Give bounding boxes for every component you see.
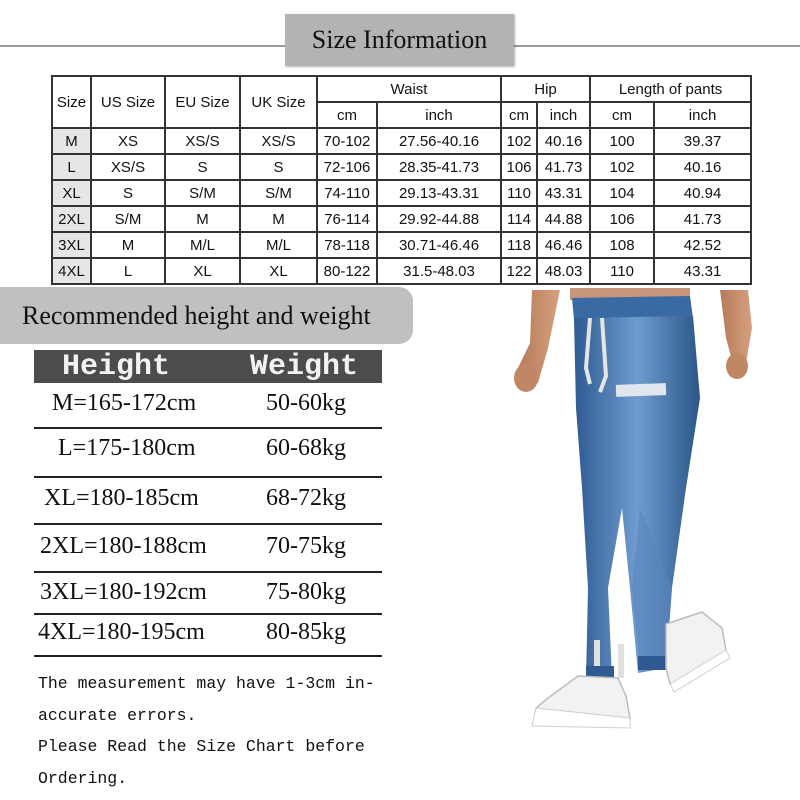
table-cell: 48.03 [537,258,590,284]
unit-header: inch [654,102,751,128]
weight-value: 60-68kg [266,435,346,461]
height-value: 4XL=180-195cm [38,619,205,645]
table-cell: 114 [501,206,537,232]
table-row [52,128,751,154]
row-divider [34,655,382,657]
table-cell: 76-114 [317,206,377,232]
weight-value: 70-75kg [266,533,346,559]
height-value: 3XL=180-192cm [40,579,207,605]
height-value: XL=180-185cm [44,485,199,511]
table-row [52,232,751,258]
table-cell: XS/S [91,154,165,180]
table-cell: 31.5-48.03 [377,258,501,284]
table-cell: 118 [501,232,537,258]
height-label: Height [62,350,171,384]
table-cell: XL [52,180,91,206]
table-cell: 4XL [52,258,91,284]
table-cell: 106 [590,206,654,232]
table-cell: XL [240,258,317,284]
row-divider [34,523,382,525]
table-cell: 39.37 [654,128,751,154]
row-divider [34,427,382,429]
table-cell: 70-102 [317,128,377,154]
recommended-title: Recommended height and weight [0,287,413,344]
table-cell: 28.35-41.73 [377,154,501,180]
col-header-us-size: US Size [91,76,165,128]
group-header-waist: Waist [317,76,501,102]
group-header-length: Length of pants [590,76,751,102]
jeans-model-image [490,288,800,738]
unit-header: inch [377,102,501,128]
group-header-hip: Hip [501,76,590,102]
table-cell: S/M [240,180,317,206]
table-cell: 122 [501,258,537,284]
weight-value: 68-72kg [266,485,346,511]
table-cell: 102 [501,128,537,154]
table-cell: M/L [240,232,317,258]
height-value: M=165-172cm [52,390,197,416]
table-cell: 40.94 [654,180,751,206]
table-cell: 30.71-46.46 [377,232,501,258]
table-cell: 43.31 [537,180,590,206]
table-cell: S/M [91,206,165,232]
table-cell: 46.46 [537,232,590,258]
height-weight-header [34,350,382,383]
table-cell: S [165,154,240,180]
row-divider [34,613,382,615]
note-line: accurate errors. [38,706,197,725]
height-value: L=175-180cm [58,435,196,461]
table-cell: 106 [501,154,537,180]
table-row [52,258,751,284]
table-row [52,180,751,206]
col-header-eu-size: EU Size [165,76,240,128]
table-cell: XL [165,258,240,284]
note-line: The measurement may have 1-3cm in- [38,674,375,693]
table-cell: 29.13-43.31 [377,180,501,206]
unit-header: cm [501,102,537,128]
table-cell: 110 [590,258,654,284]
table-cell: 40.16 [654,154,751,180]
table-cell: 2XL [52,206,91,232]
table-cell: 27.56-40.16 [377,128,501,154]
size-table [51,75,752,285]
table-cell: M [165,206,240,232]
table-cell: 44.88 [537,206,590,232]
table-cell: 3XL [52,232,91,258]
table-cell: 100 [590,128,654,154]
table-cell: S/M [165,180,240,206]
table-row [52,206,751,232]
table-cell: 104 [590,180,654,206]
table-cell: M/L [165,232,240,258]
table-cell: 42.52 [654,232,751,258]
table-cell: 102 [590,154,654,180]
table-cell: 80-122 [317,258,377,284]
table-cell: L [91,258,165,284]
note-line: Please Read the Size Chart before [38,737,365,756]
unit-header: cm [317,102,377,128]
unit-header: cm [590,102,654,128]
table-cell: L [52,154,91,180]
row-divider [34,571,382,573]
table-row [52,154,751,180]
weight-value: 50-60kg [266,390,346,416]
col-header-size: Size [52,76,91,128]
table-cell: XS/S [240,128,317,154]
header-rule-left [0,45,285,47]
table-cell: 40.16 [537,128,590,154]
table-cell: S [91,180,165,206]
table-cell: 78-118 [317,232,377,258]
table-cell: 110 [501,180,537,206]
table-cell: 74-110 [317,180,377,206]
table-cell: S [240,154,317,180]
unit-header: inch [537,102,590,128]
table-cell: 41.73 [654,206,751,232]
height-value: 2XL=180-188cm [40,533,207,559]
weight-value: 75-80kg [266,579,346,605]
table-cell: M [52,128,91,154]
note-line: Ordering. [38,769,128,788]
row-divider [34,476,382,478]
table-cell: 72-106 [317,154,377,180]
size-info-title: Size Information [285,14,514,66]
weight-label: Weight [250,350,359,384]
table-cell: 29.92-44.88 [377,206,501,232]
table-cell: 108 [590,232,654,258]
table-cell: M [91,232,165,258]
table-cell: 43.31 [654,258,751,284]
table-cell: XS/S [165,128,240,154]
col-header-uk-size: UK Size [240,76,317,128]
table-cell: M [240,206,317,232]
weight-value: 80-85kg [266,619,346,645]
table-cell: XS [91,128,165,154]
header-rule-right [514,45,800,47]
table-cell: 41.73 [537,154,590,180]
